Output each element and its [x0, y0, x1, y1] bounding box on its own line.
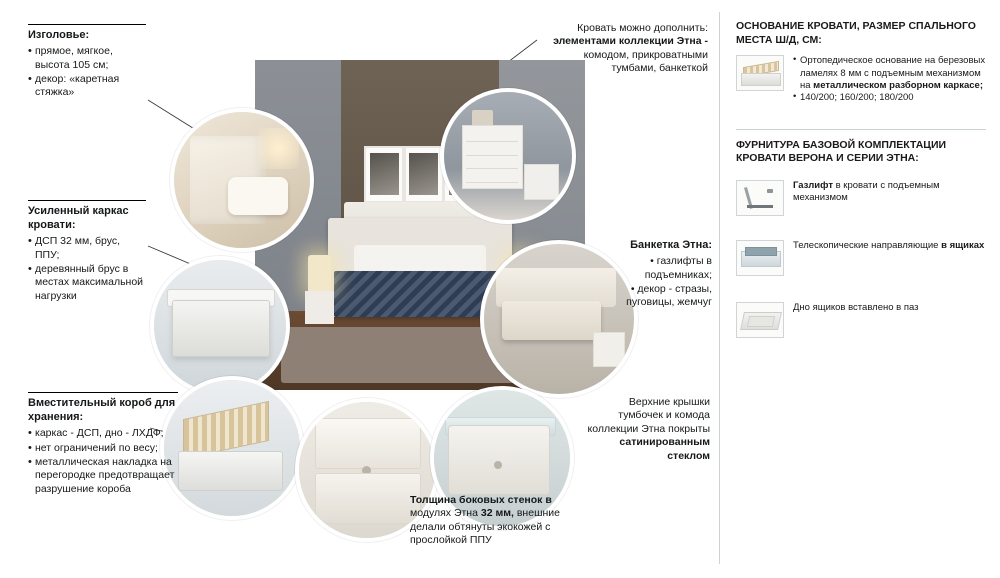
list-item: • нет ограничений по весу; — [28, 442, 178, 455]
slides-text-rest: Телескопические направляющие — [793, 239, 942, 251]
callout-storage-box-title: Вместительный короб для хранения: — [28, 392, 178, 424]
bottom-text: Дно ящиков вставлено в паз — [793, 301, 919, 313]
callout-headboard-title: Изголовье: — [28, 24, 146, 42]
callout-frame-list — [28, 235, 146, 303]
section2-row-slides — [736, 240, 988, 276]
section2-title: ФУРНИТУРА БАЗОВОЙ КОМПЛЕКТАЦИИ КРОВАТИ ВЕРОНА И СЕРИИ ЭТНА: — [736, 138, 947, 165]
list-item — [600, 255, 712, 282]
list-item: • Ортопедическое основание на березовых ламелях 8 мм с подъемным механизмом на металлическом разборном каркасе; — [793, 55, 988, 92]
right-panel — [736, 20, 988, 352]
list-item: • металлическая накладка на перегородке предотвращает разрушение короба — [28, 456, 178, 496]
list-item-text: декор - стразы, пуговицы, жемчуг — [626, 282, 712, 309]
drawer-bottom-icon — [736, 302, 784, 338]
callout-storage-box-list — [28, 427, 178, 496]
list-item: • ДСП 32 мм, брус, ППУ; — [28, 235, 146, 262]
callout-walls-line2 — [410, 507, 602, 520]
vertical-divider — [719, 12, 720, 564]
section1-row — [736, 55, 988, 104]
slides-text-bold: в ящиках — [941, 239, 985, 251]
list-item: • деревянный брус в местах максимальной нагрузки — [28, 263, 146, 303]
callout-glass-line2: тумбочек и комода — [618, 409, 710, 422]
callout-banquette — [600, 238, 712, 311]
callout-banquette-list — [600, 255, 712, 310]
callout-glass-tops — [562, 396, 710, 463]
section1-title: ОСНОВАНИЕ КРОВАТИ, РАЗМЕР СПАЛЬНОГО МЕСТА Ш/Д, СМ: — [736, 20, 976, 46]
drawer-slide-icon — [736, 240, 784, 276]
callout-walls-line3: делали обтянуты экокожей с — [410, 520, 551, 533]
bullet: • — [630, 282, 638, 295]
callout-walls-line2-c: внешние — [513, 507, 560, 520]
callout-frame-title: Усиленный каркас кровати: — [28, 200, 146, 232]
list-item: • прямое, мягкое, высота 105 см; — [28, 45, 146, 72]
section2-row-bottom — [736, 302, 988, 338]
callout-addon-line1: Кровать можно дополнить: — [577, 22, 708, 34]
callout-glass-line4: сатинированным — [619, 436, 710, 449]
callout-banquette-title: Банкетка Этна: — [630, 239, 712, 251]
photo-bed-frame — [150, 256, 290, 396]
photo-headboard — [170, 108, 314, 252]
gaslift-text-bold: Газлифт — [793, 179, 833, 191]
list-item — [600, 283, 712, 310]
bullet: • — [650, 255, 657, 268]
slides-text — [793, 240, 984, 252]
photo-commode — [440, 88, 576, 224]
photo-storage-box — [160, 376, 304, 520]
callout-glass-line3: коллекции Этна покрыты — [587, 422, 710, 435]
list-item-text: газлифты в подъемниках; — [644, 255, 712, 281]
section1-row-text — [793, 55, 988, 104]
callout-addon-line3: комодом, прикроватными тумбами, банкеткой — [583, 48, 708, 75]
list-item: • каркас - ДСП, дно - ЛХДФ; — [28, 427, 178, 440]
bed-base-icon — [736, 55, 784, 91]
callout-walls-line1: Толщина боковых стенок в — [410, 494, 552, 506]
gaslift-text-rest: в кровати с подъемным механизмом — [793, 179, 940, 204]
callout-walls-line2-a: модулях Этна — [410, 507, 481, 520]
callout-storage-box — [28, 392, 178, 497]
callout-addon — [540, 22, 708, 76]
callout-addon-line2: элементами коллекции Этна - — [553, 35, 708, 48]
callout-walls-line4: прослойкой ППУ — [410, 534, 492, 547]
callout-glass-line1: Верхние крышки — [628, 396, 710, 408]
callout-side-walls — [410, 494, 602, 548]
gaslift-text — [793, 180, 988, 205]
list-item: • 140/200; 160/200; 180/200 — [793, 92, 988, 104]
callout-glass-line5: стеклом — [667, 449, 710, 462]
callout-walls-line2-b: 32 мм, — [480, 507, 514, 520]
section1-list — [793, 55, 988, 104]
gas-lift-icon — [736, 180, 784, 216]
list-item: • декор: «каретная стяжка» — [28, 73, 146, 100]
callout-frame — [28, 200, 146, 304]
callout-headboard-list — [28, 45, 146, 100]
section2-row-gaslift — [736, 180, 988, 216]
callout-headboard — [28, 24, 146, 101]
